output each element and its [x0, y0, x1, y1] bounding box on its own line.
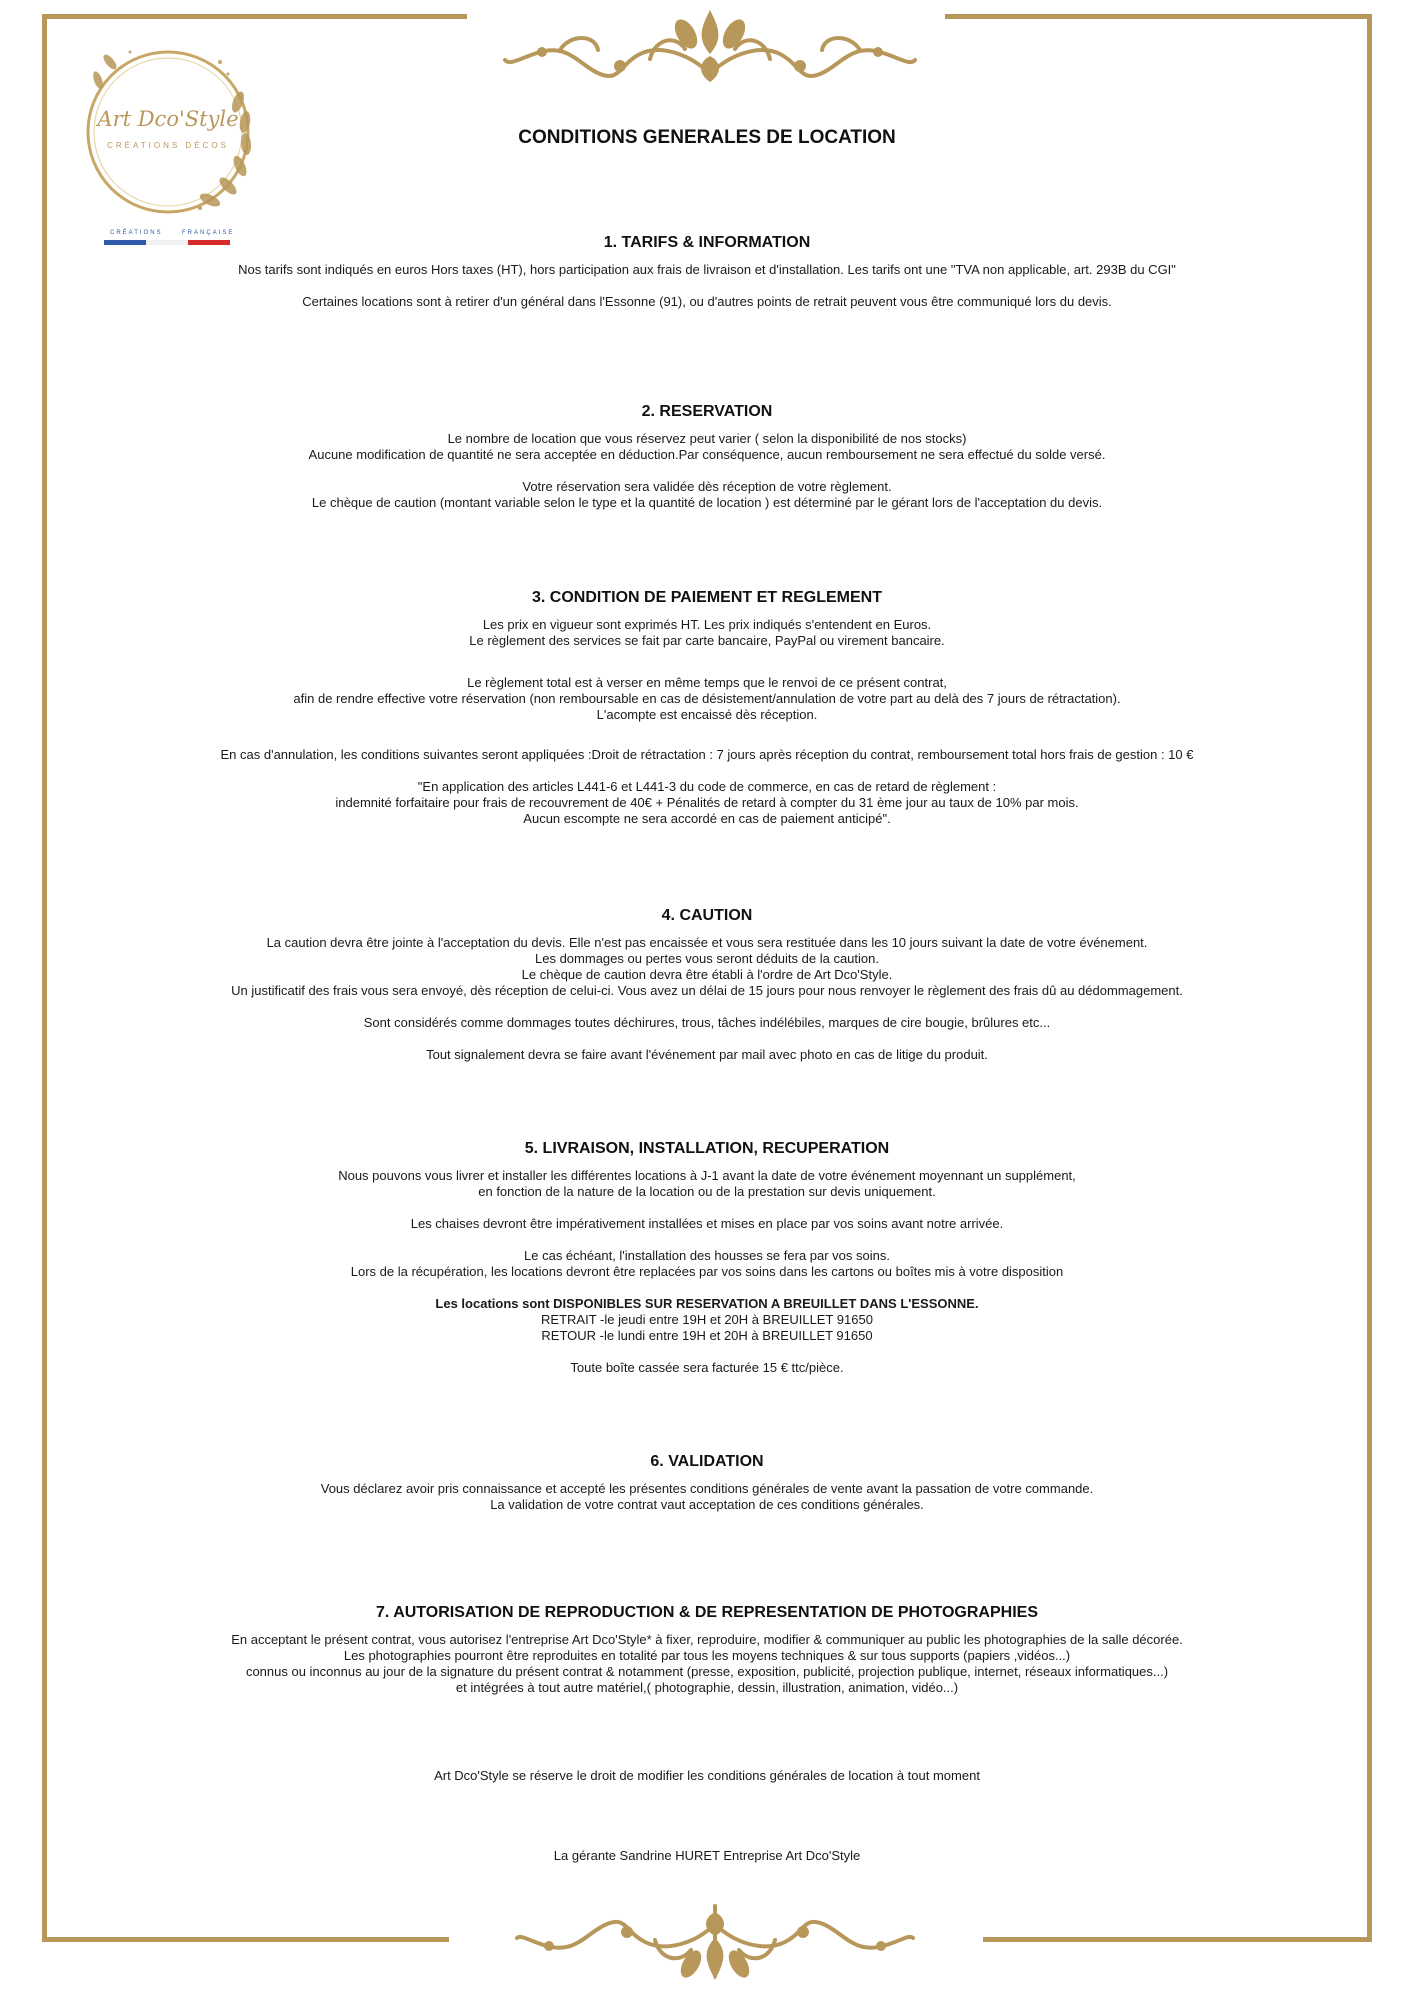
paragraph	[150, 1360, 1264, 1376]
section-6	[150, 1453, 1264, 1529]
section-7	[150, 1604, 1264, 1712]
paragraph-line: Le chèque de caution (montant variable selon le type et la quantité de location ) est déterminé par le gérant lors de l'acceptation du devis.	[311, 495, 1103, 510]
paragraph-line: Le chèque de caution devra être établi à l'ordre de Art Dco'Style.	[521, 967, 893, 982]
section-3	[150, 589, 1264, 843]
section-4	[150, 907, 1264, 1079]
signature-company-line: Entreprise Art Dco'Style	[723, 1848, 861, 1863]
paragraph-line: Les locations sont DISPONIBLES SUR RESERVATION A BREUILLET DANS L'ESSONNE.	[435, 1296, 979, 1311]
paragraph-line: RETOUR -le lundi entre 19H et 20H à BREUILLET 91650	[541, 1328, 873, 1343]
paragraph	[150, 747, 1264, 763]
frame-bottom-right	[983, 1937, 1372, 1942]
paragraph	[150, 262, 1264, 278]
paragraph-line: afin de rendre effective votre réservation (non remboursable en cas de désistement/annulation de votre part au delà des 7 jours de rétractation).	[293, 691, 1121, 706]
section-heading: 1. TARIFS & INFORMATION	[603, 234, 811, 251]
paragraph-line: RETRAIT -le jeudi entre 19H et 20H à BREUILLET 91650	[541, 1312, 873, 1327]
section-1	[150, 234, 1264, 326]
section-heading: 3. CONDITION DE PAIEMENT ET REGLEMENT	[532, 589, 882, 606]
paragraph-line: Nous pouvons vous livrer et installer les différentes locations à J-1 avant la date de votre événement moyennant un supplément,	[338, 1168, 1076, 1183]
frame-left	[42, 14, 47, 1942]
paragraph-line: Le règlement total est à verser en même temps que le renvoi de ce présent contrat,	[467, 675, 947, 690]
paragraph-line: Les dommages ou pertes vous seront déduits de la caution.	[535, 951, 879, 966]
paragraph-line: Aucune modification de quantité ne sera acceptée en déduction.Par conséquence, aucun remboursement ne sera effectué du solde versé.	[308, 447, 1106, 462]
paragraph-line: indemnité forfaitaire pour frais de recouvrement de 40€ + Pénalités de retard à compter du 31 ème jour au taux de 10% par mois.	[335, 795, 1079, 810]
paragraph	[150, 1248, 1264, 1280]
paragraph	[150, 1216, 1264, 1232]
section-5	[150, 1140, 1264, 1392]
top-flourish-ornament	[500, 4, 920, 90]
paragraph-line: "En application des articles L441-6 et L441-3 du code de commerce, en cas de retard de règlement :	[417, 779, 997, 794]
paragraph-line: Les chaises devront être impérativement installées et mises en place par vos soins avant notre arrivée.	[410, 1216, 1004, 1231]
logo-brand-subtitle: CRÉATIONS DÉCOS	[107, 141, 229, 150]
section-2	[150, 403, 1264, 527]
bottom-flourish-ornament	[515, 1904, 915, 1984]
paragraph-line: en fonction de la nature de la location ou de la prestation sur devis uniquement.	[478, 1184, 936, 1199]
paragraph-line: Votre réservation sera validée dès réception de votre règlement.	[522, 479, 892, 494]
paragraph	[150, 1632, 1264, 1696]
section-heading: 6. VALIDATION	[650, 1453, 764, 1470]
paragraph	[150, 431, 1264, 463]
paragraph-line: Lors de la récupération, les locations devront être replacées par vos soins dans les cartons ou boîtes mis à votre disposition	[350, 1264, 1064, 1279]
paragraph-line: Sont considérés comme dommages toutes déchirures, trous, tâches indélébiles, marques de cire bougie, brûlures etc...	[363, 1015, 1051, 1030]
frame-right	[1367, 14, 1372, 1942]
paragraph-line: Toute boîte cassée sera facturée 15 € ttc/pièce.	[570, 1360, 844, 1375]
paragraph	[150, 1168, 1264, 1200]
logo-flag-left-label: CRÉATIONS	[110, 230, 163, 236]
section-heading: 2. RESERVATION	[641, 403, 773, 420]
paragraph	[150, 1047, 1264, 1063]
logo-brand-script: Art Dco'Style	[97, 107, 239, 131]
paragraph-line: Nos tarifs sont indiqués en euros Hors taxes (HT), hors participation aux frais de livraison et d'installation. Les tarifs ont une "TVA non applicable, art. 293B du CGI"	[238, 262, 1176, 277]
reserve-note: Art Dco'Style se réserve le droit de modifier les conditions générales de location à tout moment	[434, 1768, 980, 1783]
paragraph-line: Les photographies pourront être reproduites en totalité par tous les moyens techniques & sur tous supports (papiers ,vidéos...)	[343, 1648, 1071, 1663]
paragraph-line: et intégrées à tout autre matériel,( photographie, dessin, illustration, animation, vidéo...)	[455, 1680, 959, 1695]
paragraph-line: Les prix en vigueur sont exprimés HT. Les prix indiqués s'entendent en Euros.	[482, 617, 932, 632]
section-heading: 7. AUTORISATION DE REPRODUCTION & DE REPRESENTATION DE PHOTOGRAPHIES	[376, 1604, 1038, 1621]
page-title: CONDITIONS GENERALES DE LOCATION	[518, 127, 896, 148]
section-heading: 5. LIVRAISON, INSTALLATION, RECUPERATION	[524, 1140, 890, 1157]
paragraph	[150, 1481, 1264, 1513]
paragraph	[150, 1296, 1264, 1344]
paragraph-line: Vous déclarez avoir pris connaissance et accepté les présentes conditions générales de vente avant la passation de votre commande.	[320, 1481, 1094, 1496]
paragraph	[150, 935, 1264, 999]
paragraph	[150, 479, 1264, 511]
frame-top-left	[42, 14, 467, 19]
paragraph	[150, 294, 1264, 310]
paragraph-line: La validation de votre contrat vaut acceptation de ces conditions générales.	[490, 1497, 924, 1512]
paragraph-line: Tout signalement devra se faire avant l'événement par mail avec photo en cas de litige du produit.	[426, 1047, 988, 1062]
signature-line: La gérante Sandrine HURET	[553, 1848, 720, 1863]
paragraph-line: La caution devra être jointe à l'acceptation du devis. Elle n'est pas encaissée et vous sera restituée dans les 10 jours suivant la date de votre événement.	[266, 935, 1148, 950]
paragraph-line: Le règlement des services se fait par carte bancaire, PayPal ou virement bancaire.	[469, 633, 945, 648]
paragraph-line: Certaines locations sont à retirer d'un général dans l'Essonne (91), ou d'autres points de retrait peuvent vous être communiqué lors du devis.	[302, 294, 1112, 309]
paragraph	[150, 617, 1264, 649]
paragraph	[150, 675, 1264, 723]
paragraph-line: Le cas échéant, l'installation des housses se fera par vos soins.	[524, 1248, 890, 1263]
paragraph	[150, 1015, 1264, 1031]
paragraph-line: Un justificatif des frais vous sera envoyé, dès réception de celui-ci. Vous avez un délai de 15 jours pour nous renvoyer le règlement des frais dû au dédommagement.	[231, 983, 1183, 998]
paragraph-line: L'acompte est encaissé dès réception.	[596, 707, 818, 722]
paragraph-line: Aucun escompte ne sera accordé en cas de paiement anticipé".	[523, 811, 891, 826]
frame-top-right	[945, 14, 1372, 19]
frame-bottom-left	[42, 1937, 449, 1942]
section-heading: 4. CAUTION	[661, 907, 753, 924]
paragraph	[150, 779, 1264, 827]
paragraph-line: En acceptant le présent contrat, vous autorisez l'entreprise Art Dco'Style* à fixer, reproduire, modifier & communiquer au public les photographies de la salle décorée.	[231, 1632, 1183, 1647]
paragraph-line: Le nombre de location que vous réservez peut varier ( selon la disponibilité de nos stocks)	[447, 431, 967, 446]
paragraph-line: En cas d'annulation, les conditions suivantes seront appliquées :Droit de rétractation : 7 jours après réception du contrat, remboursement total hors frais de gestion : 10 €	[220, 747, 1194, 762]
paragraph-line: connus ou inconnus au jour de la signature du présent contrat & notamment (presse, exposition, publicité, projection publique, internet, réseaux informatiques...)	[245, 1664, 1169, 1679]
signature-block	[150, 1848, 1264, 1864]
logo-flag-right-label: FRANÇAISE	[182, 230, 235, 236]
